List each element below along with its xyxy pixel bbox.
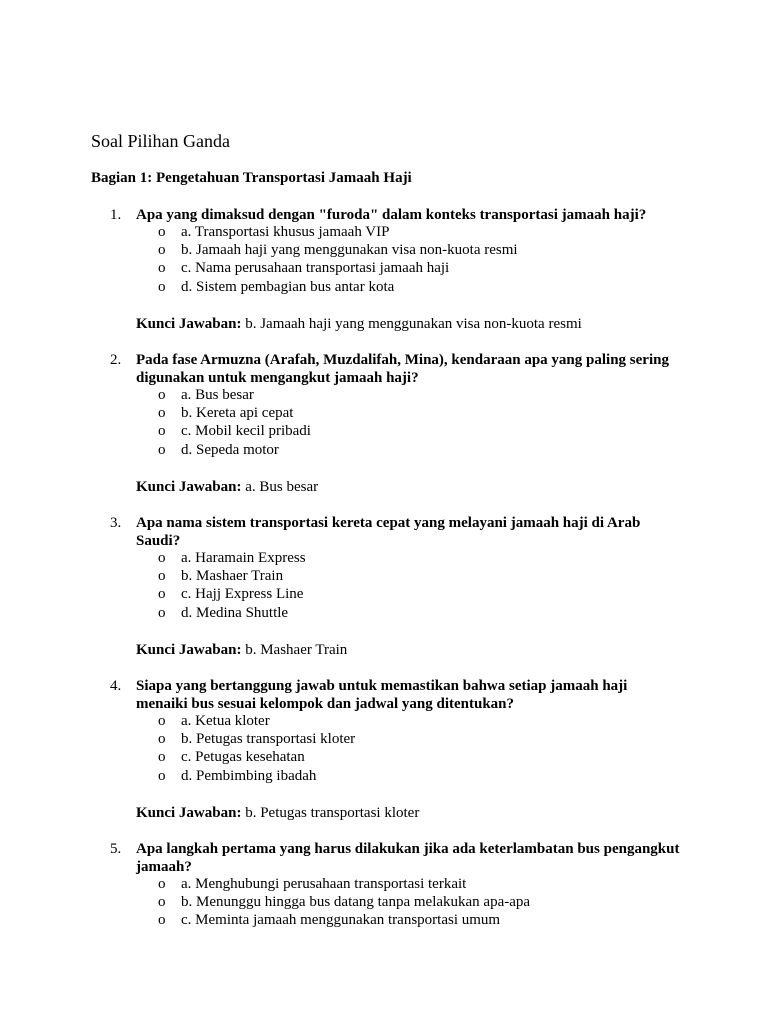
option-c [0, 259, 768, 277]
option-text: c. Meminta jamaah menggunakan transportasi umum [181, 912, 501, 929]
option-list [0, 223, 768, 296]
answer-text: a. Bus besar [245, 479, 319, 495]
option-text: b. Mashaer Train [181, 568, 284, 585]
option-c [0, 748, 768, 766]
option-text: d. Sistem pembagian bus antar kota [181, 278, 395, 295]
option-text: b. Petugas transportasi kloter [181, 731, 356, 748]
question-number: 2. [110, 352, 122, 368]
bullet-icon: o [158, 731, 166, 748]
question-number: 4. [110, 678, 122, 694]
bullet-icon: o [158, 876, 166, 892]
question-number: 1. [110, 207, 122, 223]
answer-key [136, 641, 347, 659]
question-number: 5. [110, 841, 122, 857]
option-list [0, 875, 768, 930]
bullet-icon: o [158, 441, 166, 458]
bullet-icon: o [158, 767, 166, 784]
option-text: d. Pembimbing ibadah [181, 767, 317, 784]
option-d [0, 604, 768, 622]
answer-label: Kunci Jawaban: [136, 479, 242, 495]
question-text: Apa langkah pertama yang harus dilakukan jika ada keterlambatan bus pengangkut jamaah? [136, 841, 680, 876]
bullet-icon: o [158, 224, 166, 240]
option-text: c. Nama perusahaan transportasi jamaah haji [181, 260, 450, 277]
document-title: Soal Pilihan Ganda [91, 131, 230, 151]
option-text: d. Sepeda motor [181, 441, 279, 458]
option-text: a. Bus besar [181, 387, 254, 403]
bullet-icon: o [158, 278, 166, 295]
option-text: a. Transportasi khusus jamaah VIP [181, 224, 390, 240]
bullet-icon: o [158, 260, 166, 277]
bullet-icon: o [158, 405, 166, 422]
answer-key [136, 315, 582, 333]
bullet-icon: o [158, 568, 166, 585]
answer-label: Kunci Jawaban: [136, 805, 242, 821]
option-list [0, 549, 768, 622]
option-list [0, 386, 768, 459]
option-text: c. Hajj Express Line [181, 586, 304, 603]
option-d [0, 278, 768, 296]
option-b [0, 730, 768, 748]
question-text: Pada fase Armuzna (Arafah, Muzdalifah, Mina), kendaraan apa yang paling sering digunakan untuk mengangkut jamaah haji? [136, 352, 669, 387]
option-a [0, 549, 768, 567]
option-b [0, 567, 768, 585]
option-d [0, 767, 768, 785]
option-text: c. Petugas kesehatan [181, 749, 305, 766]
option-c [0, 911, 768, 929]
bullet-icon: o [158, 894, 166, 911]
option-d [0, 441, 768, 459]
option-c [0, 585, 768, 603]
bullet-icon: o [158, 713, 166, 729]
bullet-icon: o [158, 604, 166, 621]
bullet-icon: o [158, 912, 166, 929]
option-b [0, 893, 768, 911]
option-c [0, 422, 768, 440]
option-b [0, 241, 768, 259]
option-text: b. Menunggu hingga bus datang tanpa melakukan apa-apa [181, 894, 531, 911]
option-text: a. Menghubungi perusahaan transportasi terkait [181, 876, 467, 892]
answer-text: b. Mashaer Train [245, 642, 348, 658]
bullet-icon: o [158, 423, 166, 440]
bullet-icon: o [158, 586, 166, 603]
question-text: Apa yang dimaksud dengan "furoda" dalam konteks transportasi jamaah haji? [136, 207, 647, 223]
bullet-icon: o [158, 242, 166, 259]
option-list [0, 712, 768, 785]
option-text: a. Ketua kloter [181, 713, 270, 729]
answer-text: b. Jamaah haji yang menggunakan visa non-kuota resmi [245, 316, 582, 332]
section-heading: Bagian 1: Pengetahuan Transportasi Jamaah Haji [91, 170, 412, 186]
answer-key [136, 478, 318, 496]
option-a [0, 875, 768, 893]
option-a [0, 712, 768, 730]
bullet-icon: o [158, 387, 166, 403]
option-text: a. Haramain Express [181, 550, 306, 566]
answer-label: Kunci Jawaban: [136, 316, 242, 332]
question-text: Siapa yang bertanggung jawab untuk memastikan bahwa setiap jamaah haji menaiki bus sesuai kelompok dan jadwal yang ditentukan? [136, 678, 628, 713]
option-a [0, 223, 768, 241]
option-text: b. Kereta api cepat [181, 405, 294, 422]
question-text: Apa nama sistem transportasi kereta cepat yang melayani jamaah haji di Arab Saudi? [136, 515, 641, 550]
option-text: b. Jamaah haji yang menggunakan visa non-kuota resmi [181, 242, 518, 259]
answer-label: Kunci Jawaban: [136, 642, 242, 658]
bullet-icon: o [158, 550, 166, 566]
question-number: 3. [110, 515, 122, 531]
option-text: c. Mobil kecil pribadi [181, 423, 311, 440]
answer-text: b. Petugas transportasi kloter [245, 805, 420, 821]
option-b [0, 404, 768, 422]
option-text: d. Medina Shuttle [181, 604, 289, 621]
answer-key [136, 804, 419, 822]
bullet-icon: o [158, 749, 166, 766]
option-a [0, 386, 768, 404]
